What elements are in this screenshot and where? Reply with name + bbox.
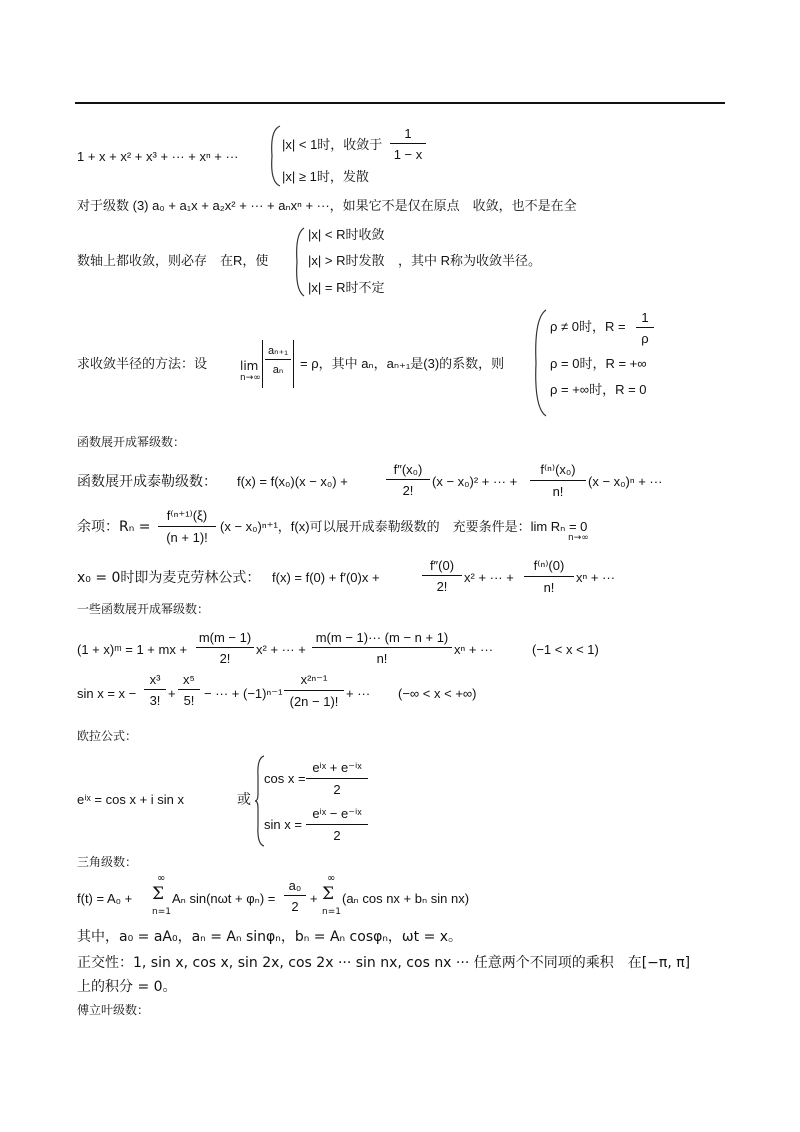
taylor-term1-fraction xyxy=(386,462,430,498)
radius-case-converge: |x| < R时收敛 xyxy=(308,227,385,242)
trig-sum2-bottom: n=1 xyxy=(322,907,341,917)
taylor-term1-denominator: 2! xyxy=(402,483,414,498)
maclaurin-eq-c: xⁿ + ··· xyxy=(576,570,616,585)
radius-lim: lim xyxy=(240,359,259,373)
radius-ratio-denominator: aₙ xyxy=(272,364,284,376)
sine-term2-denominator: 5! xyxy=(183,693,195,708)
rho-reciprocal-numerator: 1 xyxy=(636,310,654,328)
binomial-term1-fraction xyxy=(196,630,254,666)
sine-eq-b: − ··· + (−1)ⁿ⁻¹ xyxy=(204,686,283,701)
radius-method-middle: = ρ，其中 aₙ，aₙ₊₁是(3)的系数，则 xyxy=(300,356,505,371)
euler-cos-denominator: 2 xyxy=(333,782,341,797)
euler-sin-denominator: 2 xyxy=(333,828,341,843)
geometric-sum-denominator: 1 − x xyxy=(393,147,423,162)
binomial-term2-fraction xyxy=(312,630,452,666)
taylor-eq-b: (x − x₀)² + ··· + xyxy=(432,474,518,489)
binomial-term2-numerator: m(m − 1)··· (m − n + 1) xyxy=(312,630,452,648)
radius-case-undetermined: |x| = R时不定 xyxy=(308,280,385,295)
sine-term1-numerator: x³ xyxy=(144,672,166,690)
trig-sum2-sigma: Σ xyxy=(322,884,335,904)
sine-range: (−∞ < x < +∞) xyxy=(398,686,477,701)
sine-term1-fraction xyxy=(144,672,166,708)
trig-half-fraction xyxy=(284,878,306,914)
euler-formula: eⁱˣ = cos x + i sin x xyxy=(77,792,185,807)
power-series-line1: 对于级数 (3) a₀ + a₁x + a₂x² + ··· + aₙxⁿ + ···，如果它不是仅在原点 收敛，也不是在全 xyxy=(77,198,577,213)
sine-plus: + xyxy=(168,686,176,701)
sine-term2-numerator: x⁵ xyxy=(178,672,200,690)
maclaurin-term1-fraction xyxy=(422,558,462,594)
sine-term1-denominator: 3! xyxy=(149,693,161,708)
geometric-sum-numerator: 1 xyxy=(390,126,426,144)
trig-half-numerator: a₀ xyxy=(284,878,306,896)
maclaurin-term1-numerator: f″(0) xyxy=(422,558,462,576)
euler-sin-lhs: sin x = xyxy=(264,817,302,832)
binomial-term1-numerator: m(m − 1) xyxy=(196,630,254,648)
radius-method-prefix: 求收敛半径的方法：设 xyxy=(77,356,208,371)
taylor-label: 函数展开成泰勒级数： xyxy=(77,474,217,490)
trig-sum1-sigma: Σ xyxy=(152,884,165,904)
maclaurin-term2-fraction xyxy=(524,558,574,595)
sine-term3-denominator: (2n − 1)! xyxy=(289,694,339,709)
euler-cases-brace xyxy=(254,754,266,848)
binomial-eq-a: (1 + x)ᵐ = 1 + mx + xyxy=(77,642,188,657)
binomial-range: (−1 < x < 1) xyxy=(532,642,599,657)
maclaurin-term2-denominator: n! xyxy=(543,580,555,595)
trig-sum1-top: ∞ xyxy=(157,873,166,884)
rho-reciprocal-denominator: ρ xyxy=(641,331,649,346)
sine-term3-fraction xyxy=(284,672,344,709)
taylor-term2-numerator: f⁽ⁿ⁾(x₀) xyxy=(530,462,586,481)
sine-term2-fraction xyxy=(178,672,200,708)
geometric-series-lhs: 1 + x + x² + x³ + ··· + xⁿ + ··· xyxy=(77,149,239,164)
sine-eq-a: sin x = x − xyxy=(77,686,137,701)
radius-case-diverge: |x| > R时发散 xyxy=(308,253,385,268)
header-rule xyxy=(75,102,725,104)
radius-ratio-numerator: aₙ₊₁ xyxy=(265,344,291,360)
trig-half-denominator: 2 xyxy=(291,899,299,914)
geometric-cases-brace xyxy=(268,124,282,188)
remainder-rest: (x − x₀)ⁿ⁺¹，f(x)可以展开成泰勒级数的 充要条件是：lim Rₙ = 0 xyxy=(220,519,588,534)
rho-case-zero: ρ = 0时，R = +∞ xyxy=(550,356,647,371)
section-some-expansions: 一些函数展开成幂级数： xyxy=(77,602,210,616)
geometric-sum-fraction xyxy=(390,126,426,162)
radius-ratio-fraction xyxy=(265,344,291,376)
remainder-lim-subscript: n→∞ xyxy=(568,533,589,543)
maclaurin-eq-a: f(x) = f(0) + f′(0)x + xyxy=(272,570,380,585)
binomial-term1-denominator: 2! xyxy=(219,651,231,666)
trig-eq-b: Aₙ sin(nωt + φₙ) = xyxy=(172,891,276,906)
binomial-eq-c: xⁿ + ··· xyxy=(454,642,494,657)
euler-cos-lhs: cos x = xyxy=(264,771,306,786)
section-trig-series: 三角级数： xyxy=(77,855,138,869)
remainder-numerator: f⁽ⁿ⁺¹⁾(ξ) xyxy=(158,508,216,527)
rho-cases-brace xyxy=(532,308,548,418)
trig-coefficients: 其中，a₀ = aA₀，aₙ = Aₙ sinφₙ，bₙ = Aₙ cosφₙ，ωt = x。 xyxy=(77,929,463,945)
trig-eq-c: + xyxy=(310,891,318,906)
taylor-eq-c: (x − x₀)ⁿ + ··· xyxy=(588,474,663,489)
euler-sin-fraction xyxy=(306,806,368,843)
taylor-term2-fraction xyxy=(530,462,586,499)
abs-bar-right xyxy=(293,340,296,388)
trig-eq-a: f(t) = A₀ + xyxy=(77,891,133,906)
euler-cos-fraction xyxy=(306,760,368,797)
euler-or: 或 xyxy=(237,792,251,808)
rho-case-infinity: ρ = +∞时，R = 0 xyxy=(550,382,647,397)
radius-lim-subscript: n→∞ xyxy=(240,373,261,383)
remainder-fraction xyxy=(158,508,216,545)
orthogonality-line1: 正交性：1, sin x, cos x, sin 2x, cos 2x ··· sin nx, cos nx ··· 任意两个不同项的乘积 在[−π, π] xyxy=(77,955,691,971)
section-power-expansion: 函数展开成幂级数： xyxy=(77,435,186,449)
taylor-term2-denominator: n! xyxy=(552,484,564,499)
remainder-label: 余项：Rₙ = xyxy=(77,519,151,535)
geometric-case-diverge: |x| ≥ 1时，发散 xyxy=(282,169,369,184)
euler-cos-numerator: eⁱˣ + e⁻ⁱˣ xyxy=(306,760,368,779)
maclaurin-term1-denominator: 2! xyxy=(436,579,448,594)
maclaurin-term2-numerator: f⁽ⁿ⁾(0) xyxy=(524,558,574,577)
sine-eq-c: + ··· xyxy=(346,686,371,701)
binomial-eq-b: x² + ··· + xyxy=(256,642,306,657)
radius-cases-brace xyxy=(294,226,306,298)
trig-sum1-bottom: n=1 xyxy=(152,907,171,917)
trig-eq-d: (aₙ cos nx + bₙ sin nx) xyxy=(342,891,470,906)
remainder-denominator: (n + 1)! xyxy=(166,530,208,545)
power-series-line2b: ，其中 R称为收敛半径。 xyxy=(398,253,542,268)
orthogonality-line2: 上的积分 = 0。 xyxy=(77,979,177,995)
taylor-term1-numerator: f″(x₀) xyxy=(386,462,430,480)
taylor-eq-a: f(x) = f(x₀)(x − x₀) + xyxy=(237,474,348,489)
trig-sum2-top: ∞ xyxy=(327,873,336,884)
binomial-term2-denominator: n! xyxy=(376,651,388,666)
section-euler: 欧拉公式： xyxy=(77,729,138,743)
maclaurin-label: x₀ = 0时即为麦克劳林公式： xyxy=(77,570,261,586)
maclaurin-eq-b: x² + ··· + xyxy=(464,570,514,585)
rho-case-nonzero: ρ ≠ 0时，R = xyxy=(550,319,626,334)
rho-reciprocal-fraction xyxy=(636,310,654,346)
sine-term3-numerator: x²ⁿ⁻¹ xyxy=(284,672,344,691)
geometric-case-converge: |x| < 1时，收敛于 xyxy=(282,137,383,152)
section-fourier: 傅立叶级数： xyxy=(77,1003,150,1017)
euler-sin-numerator: eⁱˣ − e⁻ⁱˣ xyxy=(306,806,368,825)
power-series-line2a: 数轴上都收敛，则必存 在R，使 xyxy=(77,253,269,268)
